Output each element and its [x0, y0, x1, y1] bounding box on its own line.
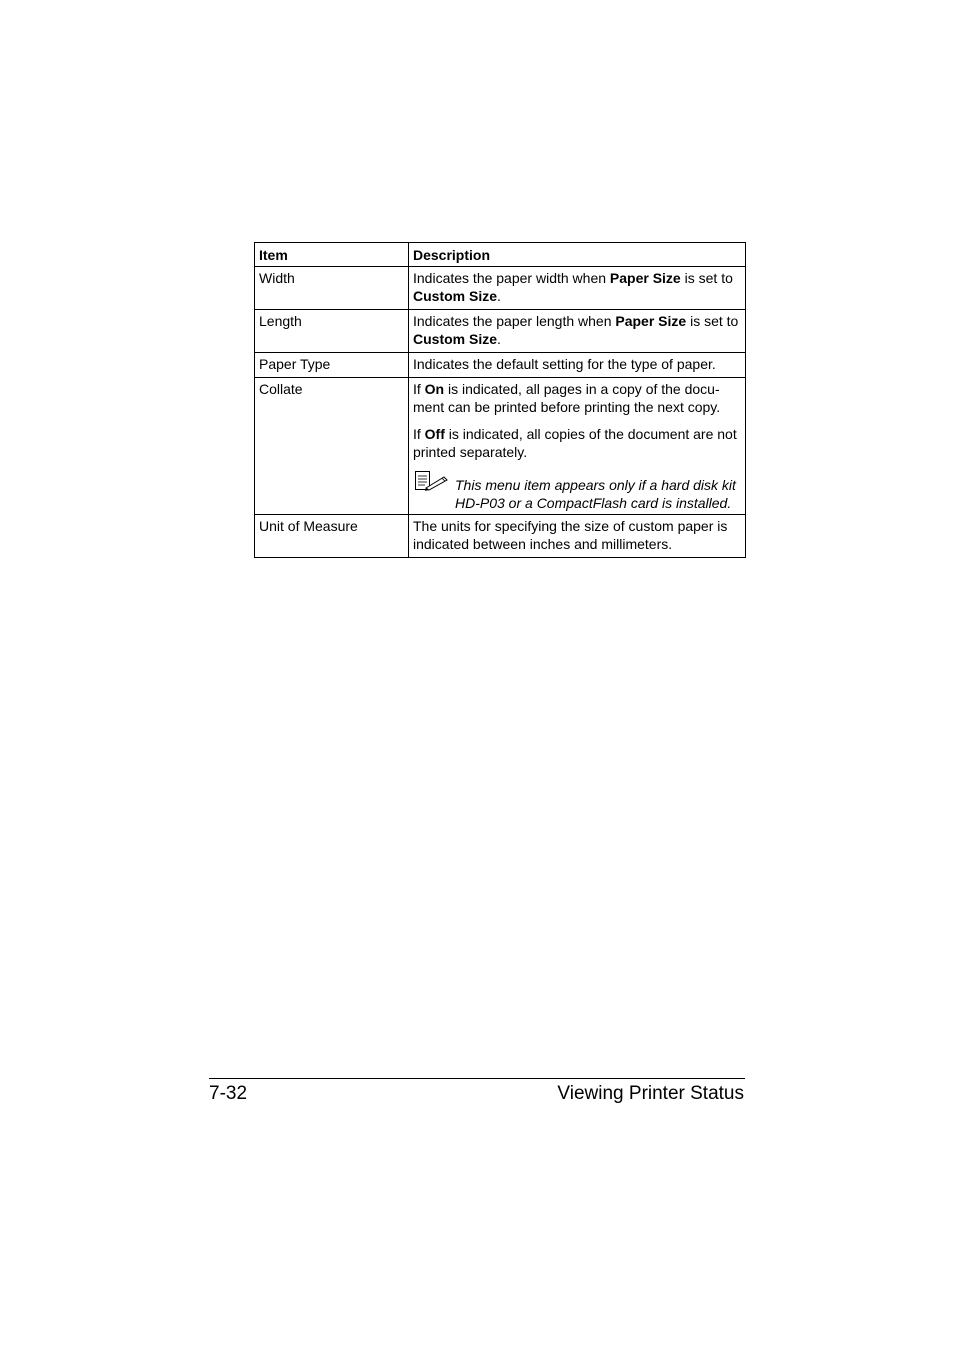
item-cell: Length	[255, 310, 409, 353]
note-pencil-icon	[414, 470, 450, 494]
table-row	[255, 310, 746, 353]
section-title: Viewing Printer Status	[557, 1083, 744, 1104]
table-row	[255, 267, 746, 310]
description-cell: Indicates the default setting for the type of paper.	[409, 353, 746, 378]
description-text: If	[413, 426, 425, 442]
settings-table	[254, 242, 746, 558]
emphasis-text: Paper Size	[615, 313, 687, 329]
description-text: is set to	[680, 270, 733, 286]
item-cell: Collate	[255, 378, 409, 515]
description-cell	[409, 267, 746, 310]
description-text: .	[497, 288, 501, 304]
item-cell: Width	[255, 267, 409, 310]
note-block	[413, 470, 741, 512]
table-row	[255, 378, 746, 515]
table-row	[255, 515, 746, 558]
note-text: This menu item appears only if a hard disk kit HD-P03 or a CompactFlash card is installed.	[455, 477, 736, 511]
description-paragraph	[413, 425, 741, 461]
item-cell: Unit of Measure	[255, 515, 409, 558]
item-cell: Paper Type	[255, 353, 409, 378]
description-cell	[409, 378, 746, 515]
page-number: 7-32	[209, 1083, 248, 1104]
footer-divider	[209, 1078, 745, 1079]
table-row	[255, 353, 746, 378]
emphasis-text: On	[424, 381, 445, 397]
description-text: Indicates the paper width when	[413, 270, 610, 286]
description-text: is indicated, all pages in a copy of the docu-ment can be printed before printing the next copy.	[413, 381, 721, 415]
column-header-item: Item	[255, 243, 409, 267]
emphasis-text: Custom Size	[413, 288, 498, 304]
description-cell	[409, 310, 746, 353]
emphasis-text: Off	[424, 426, 445, 442]
description-text: is indicated, all copies of the document are not printed separately.	[413, 426, 737, 460]
table-header-row	[255, 243, 746, 267]
description-text: If	[413, 381, 425, 397]
emphasis-text: Custom Size	[413, 331, 498, 347]
emphasis-text: Paper Size	[609, 270, 681, 286]
column-header-description: Description	[409, 243, 746, 267]
description-paragraph	[413, 380, 741, 416]
description-text: Indicates the paper length when	[413, 313, 616, 329]
description-cell: The units for specifying the size of custom paper is indicated between inches and millimeters.	[409, 515, 746, 558]
description-text: is set to	[686, 313, 739, 329]
description-text: .	[497, 331, 501, 347]
